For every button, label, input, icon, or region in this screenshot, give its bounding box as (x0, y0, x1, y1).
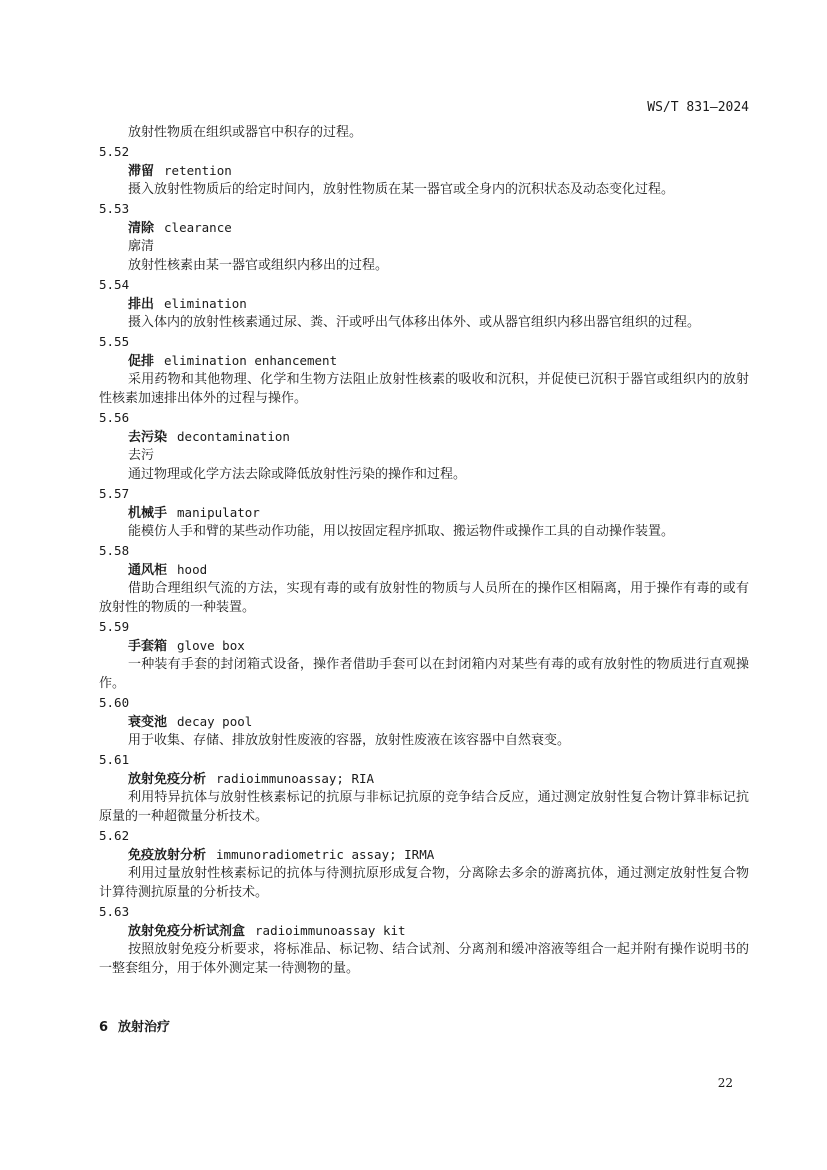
entry-term (128, 161, 749, 180)
entry-term (128, 503, 749, 522)
entry-term (128, 712, 749, 731)
entry-number: 5.52 (99, 144, 130, 159)
term-chinese: 排出 (128, 297, 155, 312)
page-number: 22 (717, 1076, 733, 1090)
entry-number: 5.53 (99, 201, 130, 216)
term-entry (99, 199, 749, 275)
term-synonym: 廓清 (128, 239, 155, 254)
entry-term (128, 218, 749, 237)
section-number: 6 (99, 1020, 109, 1035)
entry-term (128, 560, 749, 579)
term-entry (99, 617, 749, 693)
entry-number: 5.58 (99, 543, 130, 558)
term-english: clearance (164, 220, 232, 235)
entry-term (128, 769, 749, 788)
term-chinese: 免疫放射分析 (128, 848, 207, 863)
entry-term (128, 845, 749, 864)
term-definition: 能模仿人手和臂的某些动作功能，用以按固定程序抓取、搬运物件或操作工具的自动操作装置。 (128, 524, 675, 539)
term-english: hood (177, 562, 208, 577)
entry-number: 5.54 (99, 277, 130, 292)
entry-term (128, 351, 749, 370)
entry-number: 5.63 (99, 904, 130, 919)
entry-term (128, 636, 749, 655)
term-chinese: 去污染 (128, 430, 168, 445)
term-definition: 借助合理组织气流的方法，实现有毒的或有放射性的物质与人员所在的操作区相隔离，用于操作有毒的或有放射性的物质的一种装置。 (99, 581, 749, 615)
term-english: decontamination (177, 429, 290, 444)
term-entry (99, 750, 749, 826)
term-entries (99, 142, 749, 978)
term-chinese: 促排 (128, 354, 155, 369)
term-chinese: 通风柜 (128, 563, 168, 578)
term-chinese: 机械手 (128, 506, 168, 521)
term-entry (99, 902, 749, 978)
term-chinese: 滞留 (128, 164, 155, 179)
entry-term (128, 427, 749, 446)
term-english: decay pool (177, 714, 253, 729)
term-english: elimination (164, 296, 247, 311)
term-synonym: 去污 (128, 448, 155, 463)
term-entry (99, 408, 749, 484)
term-chinese: 放射免疫分析试剂盒 (128, 924, 246, 939)
intro-line: 放射性物质在组织或器官中积存的过程。 (128, 125, 363, 140)
term-definition: 摄入体内的放射性核素通过尿、粪、汗或呼出气体移出体外、或从器官组织内移出器官组织的过程。 (128, 315, 701, 330)
term-entry (99, 541, 749, 617)
entry-number: 5.57 (99, 486, 130, 501)
term-entry (99, 142, 749, 199)
term-english: elimination enhancement (164, 353, 338, 368)
entry-term (128, 921, 749, 940)
term-definition: 放射性核素由某一器官或组织内移出的过程。 (128, 258, 389, 273)
term-chinese: 手套箱 (128, 639, 168, 654)
entry-number: 5.59 (99, 619, 130, 634)
term-definition: 按照放射免疫分析要求，将标准品、标记物、结合试剂、分离剂和缓冲溶液等组合一起并附有操作说明书的一整套组分，用于体外测定某一待测物的量。 (99, 942, 749, 976)
document-code: WS/T 831—2024 (647, 100, 749, 115)
term-definition: 采用药物和其他物理、化学和生物方法阻止放射性核素的吸收和沉积，并促使已沉积于器官或组织内的放射性核素加速排出体外的过程与操作。 (99, 372, 749, 406)
entry-term (128, 294, 749, 313)
content-body (99, 123, 749, 978)
term-definition: 通过物理或化学方法去除或降低放射性污染的操作和过程。 (128, 467, 467, 482)
term-entry (99, 693, 749, 750)
entry-number: 5.61 (99, 752, 130, 767)
section-heading (99, 1016, 170, 1035)
term-definition: 利用过量放射性核素标记的抗体与待测抗原形成复合物，分离除去多余的游离抗体，通过测定放射性复合物计算待测抗原量的分析技术。 (99, 866, 749, 900)
entry-number: 5.56 (99, 410, 130, 425)
term-definition: 利用特异抗体与放射性核素标记的抗原与非标记抗原的竞争结合反应，通过测定放射性复合物计算非标记抗原量的一种超微量分析技术。 (99, 790, 749, 824)
term-definition: 一种装有手套的封闭箱式设备，操作者借助手套可以在封闭箱内对某些有毒的或有放射性的物质进行直观操作。 (99, 657, 749, 691)
term-chinese: 衰变池 (128, 715, 168, 730)
term-english: glove box (177, 638, 245, 653)
term-english: retention (164, 163, 232, 178)
term-entry (99, 332, 749, 408)
term-english: manipulator (177, 505, 260, 520)
term-entry (99, 484, 749, 541)
entry-number: 5.60 (99, 695, 130, 710)
term-english: radioimmunoassay kit (255, 923, 406, 938)
entry-number: 5.55 (99, 334, 130, 349)
term-definition: 用于收集、存储、排放放射性废液的容器，放射性废液在该容器中自然衰变。 (128, 733, 571, 748)
term-english: immunoradiometric assay; IRMA (216, 847, 435, 862)
term-chinese: 清除 (128, 221, 155, 236)
section-title: 放射治疗 (118, 1020, 171, 1035)
entry-number: 5.62 (99, 828, 130, 843)
term-definition: 摄入放射性物质后的给定时间内，放射性物质在某一器官或全身内的沉积状态及动态变化过程。 (128, 182, 675, 197)
term-english: radioimmunoassay; RIA (216, 771, 375, 786)
term-entry (99, 826, 749, 902)
term-entry (99, 275, 749, 332)
term-chinese: 放射免疫分析 (128, 772, 207, 787)
